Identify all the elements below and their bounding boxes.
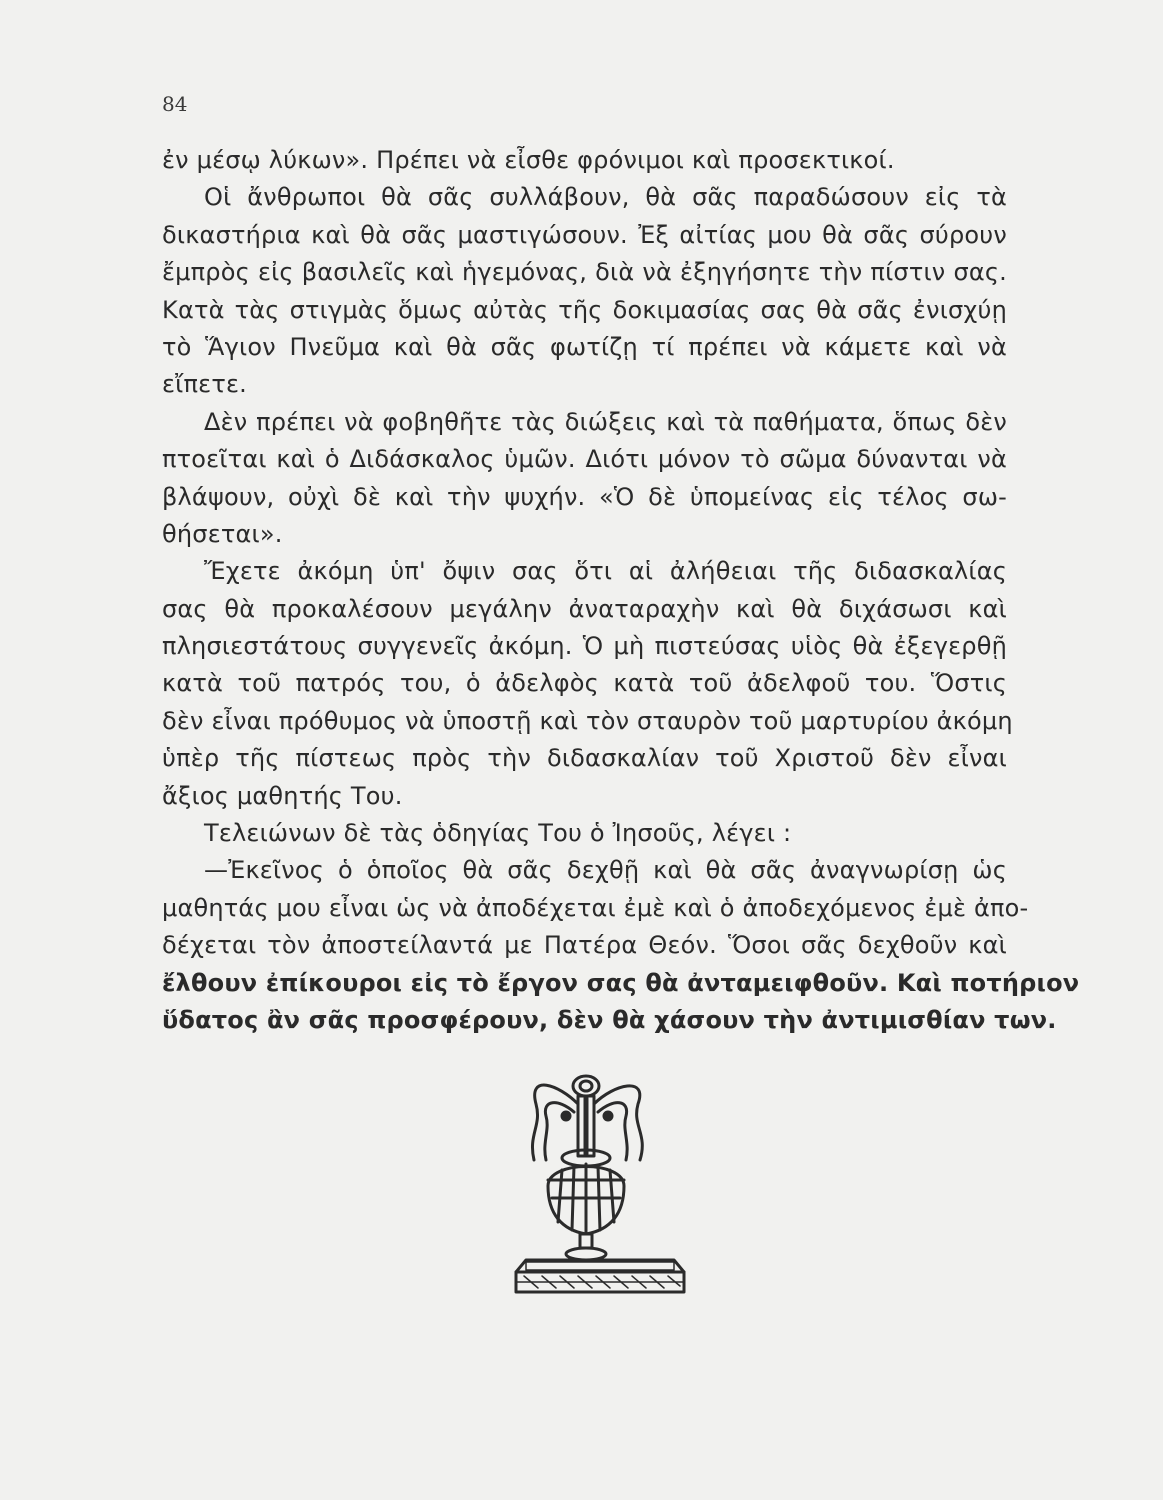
text-line: δέχεται τὸν ἀποστείλαντά με Πατέρα Θεόν. Ὅσοι σᾶς δεχθοῦν καὶ [162, 931, 1007, 960]
text-line: ἄξιος μαθητής Του. [162, 781, 403, 810]
text-line: Τελειώνων δὲ τὰς ὁδηγίας Του ὁ Ἰησοῦς, λέγει : [204, 819, 792, 848]
text-line: Οἱ ἄνθρωποι θὰ σᾶς συλλάβουν, θὰ σᾶς παραδώσουν εἰς τὰ [204, 183, 1007, 212]
text-line: κατὰ τοῦ πατρός του, ὁ ἀδελφὸς κατὰ τοῦ ἀδελφοῦ του. Ὅστις [162, 669, 1007, 698]
text-line: Ἔχετε ἀκόμη ὑπ' ὄψιν σας ὅτι αἱ ἀλήθειαι τῆς διδασκαλίας [204, 557, 1007, 586]
text-line: Δὲν πρέπει νὰ φοβηθῆτε τὰς διώξεις καὶ τὰ παθήματα, ὅπως δὲν [204, 407, 1007, 436]
amphora-vase-icon [498, 1064, 698, 1304]
text-line: Κατὰ τὰς στιγμὰς ὅμως αὐτὰς τῆς δοκιμασίας σας θὰ σᾶς ἐνισχύῃ [162, 295, 1007, 324]
text-line: μαθητάς μου εἶναι ὡς νὰ ἀποδέχεται ἐμὲ καὶ ὁ ἀποδεχόμενος ἐμὲ ἀπο- [162, 893, 1029, 922]
text-line: ἔμπρὸς εἰς βασιλεῖς καὶ ἡγεμόνας, διὰ νὰ ἐξηγήσητε τὴν πίστιν σας. [162, 258, 1007, 287]
text-line: εἴπετε. [162, 370, 247, 399]
text-line: δὲν εἶναι πρόθυμος νὰ ὑποστῇ καὶ τὸν σταυρὸν τοῦ μαρτυρίου ἀκόμη [162, 706, 1013, 735]
text-line: ὕδατος ἂν σᾶς προσφέρουν, δὲν θὰ χάσουν τὴν ἀντιμισθίαν των. [162, 1005, 1057, 1034]
text-line: βλάψουν, οὐχὶ δὲ καὶ τὴν ψυχήν. «Ὁ δὲ ὑπομείνας εἰς τέλος σω- [162, 482, 1007, 511]
text-line: σας θὰ προκαλέσουν μεγάλην ἀναταραχὴν καὶ θὰ διχάσωσι καὶ [162, 594, 1007, 623]
body-text [162, 142, 1080, 1039]
text-line: θήσεται». [162, 519, 283, 548]
text-line: τὸ Ἅγιον Πνεῦμα καὶ θὰ σᾶς φωτίζῃ τί πρέπει νὰ κάμετε καὶ νὰ [162, 332, 1007, 361]
text-line: πλησιεστάτους συγγενεῖς ἀκόμη. Ὁ μὴ πιστεύσας υἱὸς θὰ ἐξεγερθῇ [162, 632, 1007, 661]
text-line: πτοεῖται καὶ ὁ Διδάσκαλος ὑμῶν. Διότι μόνον τὸ σῶμα δύνανται νὰ [162, 445, 1007, 474]
text-line: δικαστήρια καὶ θὰ σᾶς μαστιγώσουν. Ἐξ αἰτίας μου θὰ σᾶς σύρουν [162, 220, 1007, 249]
text-line: ὑπὲρ τῆς πίστεως πρὸς τὴν διδασκαλίαν τοῦ Χριστοῦ δὲν εἶναι [162, 744, 1007, 773]
text-line: ἔλθουν ἐπίκουροι εἰς τὸ ἔργον σας θὰ ἀνταμειφθοῦν. Καὶ ποτήριον [162, 968, 1080, 997]
text-line: —Ἐκεῖνος ὁ ὁποῖος θὰ σᾶς δεχθῇ καὶ θὰ σᾶς ἀναγνωρίσῃ ὡς [204, 856, 1007, 885]
page-number: 84 [162, 92, 188, 116]
text-line: ἐν μέσῳ λύκων». Πρέπει νὰ εἶσθε φρόνιμοι καὶ προσεκτικοί. [162, 146, 895, 174]
